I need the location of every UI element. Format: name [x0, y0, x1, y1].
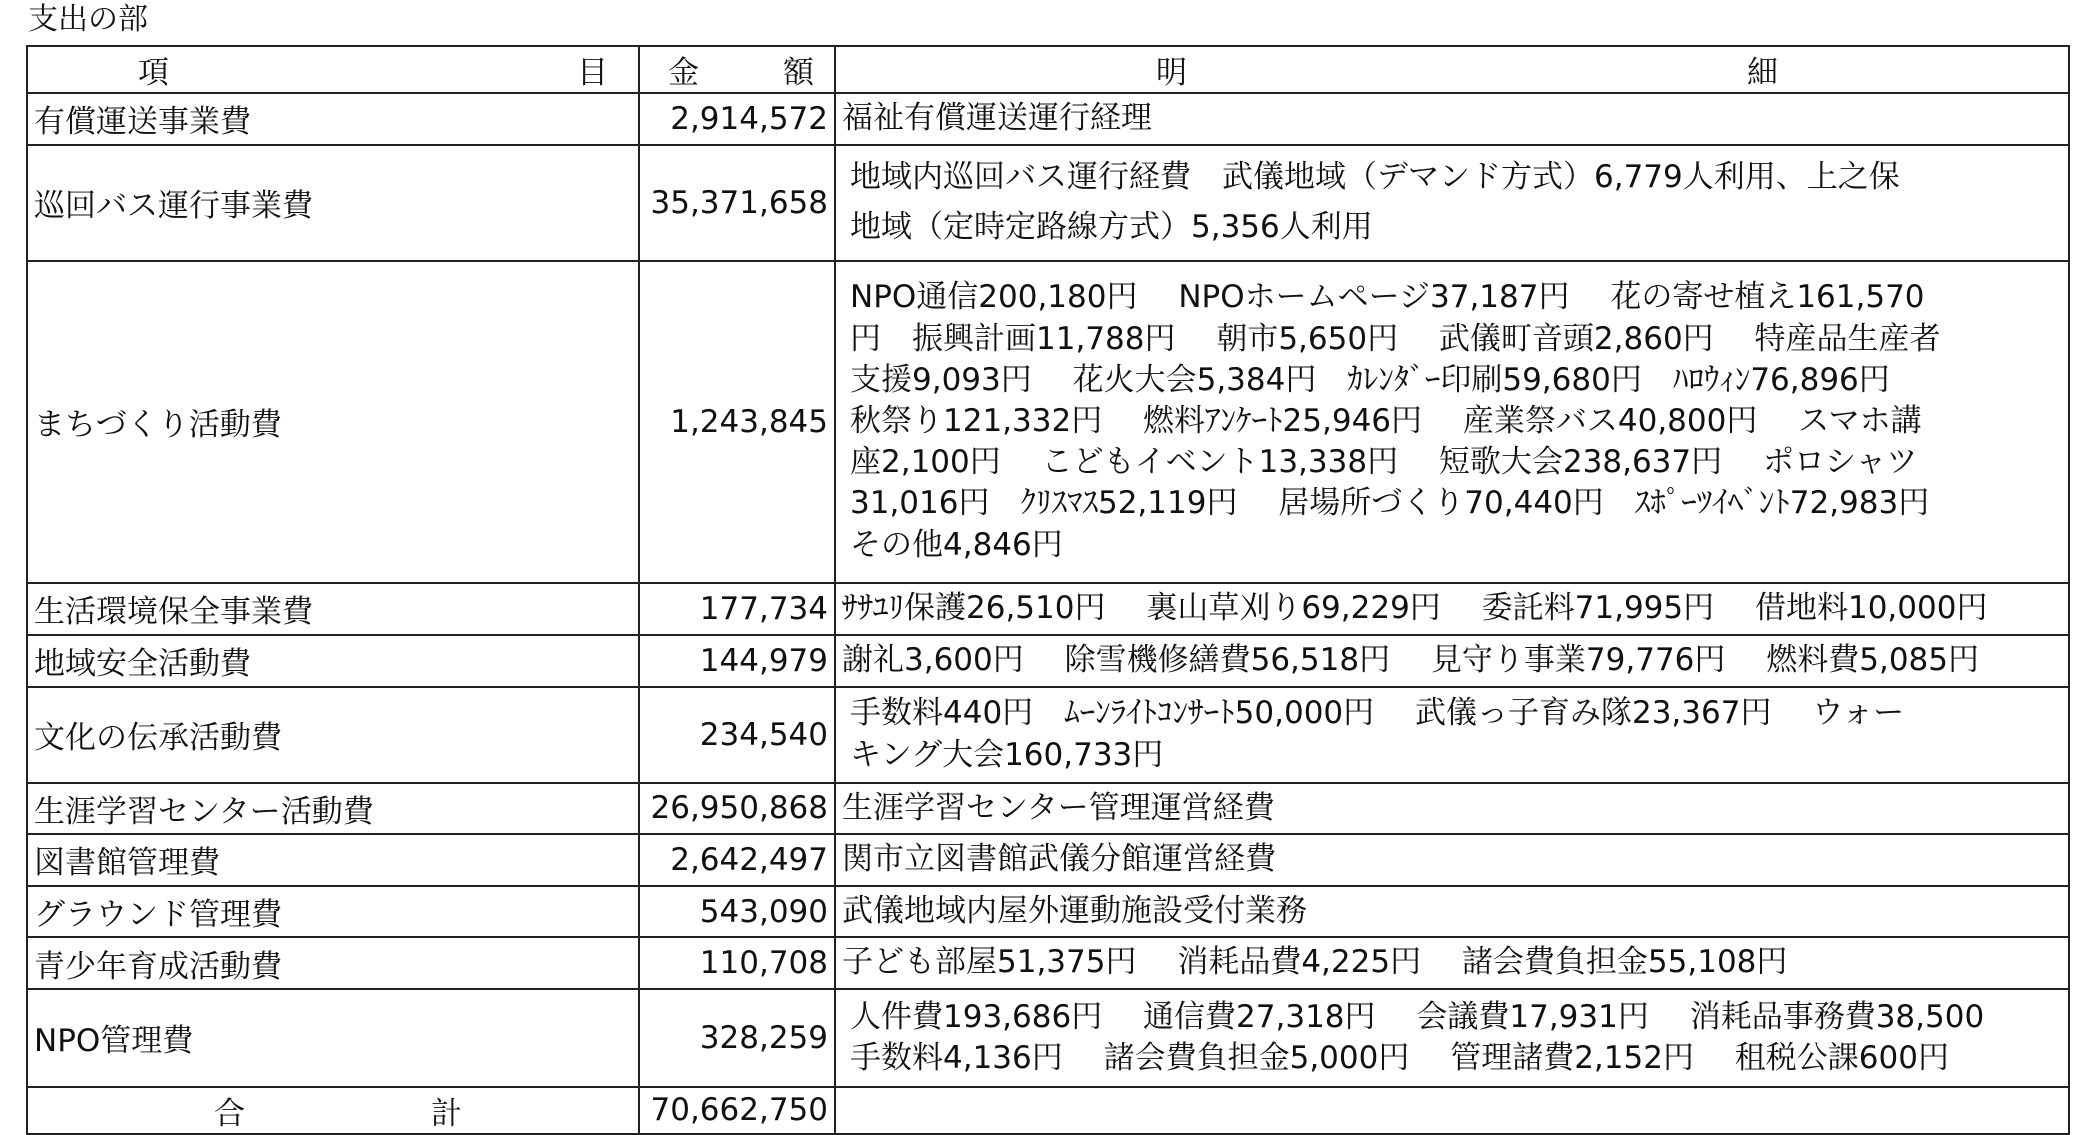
table-row [27, 93, 2069, 145]
row-amount: 26,950,868 [639, 783, 835, 835]
row-item: 生涯学習センター活動費 [27, 783, 639, 835]
row-item: 有償運送事業費 [27, 93, 639, 145]
row-item: 青少年育成活動費 [27, 937, 639, 989]
header-amount-char-1: 金 [668, 55, 699, 91]
header-amount [639, 46, 835, 93]
row-detail: ｻｻﾕﾘ保護26,510円 裏山草刈り69,229円 委託料71,995円 借地料10,000円 [835, 583, 2069, 635]
row-item: まちづくり活動費 [27, 261, 639, 583]
row-item: NPO管理費 [27, 989, 639, 1087]
row-detail: 人件費193,686円 通信費27,318円 会議費17,931円 消耗品事務費38,500 手数料4,136円 諸会費負担金5,000円 管理諸費2,152円 租税公課600円 [835, 989, 2069, 1087]
table-row [27, 989, 2069, 1087]
header-item-char-2: 目 [577, 55, 608, 91]
row-detail: 謝礼3,600円 除雪機修繕費56,518円 見守り事業79,776円 燃料費5,085円 [835, 635, 2069, 687]
row-detail: 福祉有償運送運行経理 [835, 93, 2069, 145]
row-amount: 35,371,658 [639, 145, 835, 261]
table-row [27, 886, 2069, 938]
row-item: グラウンド管理費 [27, 886, 639, 938]
row-item: 地域安全活動費 [27, 635, 639, 687]
section-caption: 支出の部 [28, 2, 148, 37]
row-detail: 手数料440円 ﾑｰﾝﾗｲﾄｺﾝｻｰﾄ50,000円 武儀っ子育み隊23,367円 ウォー キング大会160,733円 [835, 687, 2069, 783]
table-row [27, 783, 2069, 835]
table-row [27, 145, 2069, 261]
row-item: 巡回バス運行事業費 [27, 145, 639, 261]
row-amount: 1,243,845 [639, 261, 835, 583]
total-label-char-2: 計 [431, 1095, 462, 1132]
row-detail: 子ども部屋51,375円 消耗品費4,225円 諸会費負担金55,108円 [835, 937, 2069, 989]
row-amount: 2,642,497 [639, 834, 835, 886]
row-detail: 関市立図書館武儀分館運営経費 [835, 834, 2069, 886]
row-item: 生活環境保全事業費 [27, 583, 639, 635]
row-detail: 地域内巡回バス運行経費 武儀地域（デマンド方式）6,779人利用、上之保 地域（定時定路線方式）5,356人利用 [835, 145, 2069, 261]
row-amount: 144,979 [639, 635, 835, 687]
header-amount-char-2: 額 [783, 55, 814, 91]
total-row [27, 1087, 2069, 1134]
table-row [27, 937, 2069, 989]
expenditure-table [26, 45, 2070, 1135]
total-amount: 70,662,750 [639, 1087, 835, 1134]
table-row [27, 583, 2069, 635]
row-amount: 543,090 [639, 886, 835, 938]
header-item [27, 46, 639, 93]
header-item-char-1: 項 [138, 55, 169, 91]
total-label [27, 1087, 639, 1134]
row-amount: 177,734 [639, 583, 835, 635]
row-amount: 110,708 [639, 937, 835, 989]
row-detail: NPO通信200,180円 NPOホームページ37,187円 花の寄せ植え161,570 円 振興計画11,788円 朝市5,650円 武儀町音頭2,860円 特産品生産者 支援9,093円 花火大会5,384円 ｶﾚﾝﾀﾞｰ印刷59,680円 ﾊﾛｳｨﾝ76,896円 秋祭り121,332円 燃料ｱﾝｹｰﾄ25,946円 産業祭バス40,800円 スマホ講 座2,100円 こどもイベント13,338円 短歌大会238,637円 ポロシャツ 31,016円 ｸﾘｽﾏｽ52,119円 居場所づくり70,440円 ｽﾎﾟｰﾂｲﾍﾞﾝﾄ72,983円 その他4,846円 [835, 261, 2069, 583]
header-detail-char-2: 細 [1747, 55, 1778, 91]
row-amount: 2,914,572 [639, 93, 835, 145]
header-detail-char-1: 明 [1156, 55, 1187, 91]
row-item: 図書館管理費 [27, 834, 639, 886]
total-detail [835, 1087, 2069, 1134]
table-row [27, 834, 2069, 886]
header-row [27, 46, 2069, 93]
header-detail [835, 46, 2069, 93]
total-label-char-1: 合 [214, 1095, 245, 1132]
table-row [27, 635, 2069, 687]
row-detail: 武儀地域内屋外運動施設受付業務 [835, 886, 2069, 938]
row-amount: 328,259 [639, 989, 835, 1087]
table-row [27, 261, 2069, 583]
row-detail: 生涯学習センター管理運営経費 [835, 783, 2069, 835]
row-amount: 234,540 [639, 687, 835, 783]
row-item: 文化の伝承活動費 [27, 687, 639, 783]
table-row [27, 687, 2069, 783]
